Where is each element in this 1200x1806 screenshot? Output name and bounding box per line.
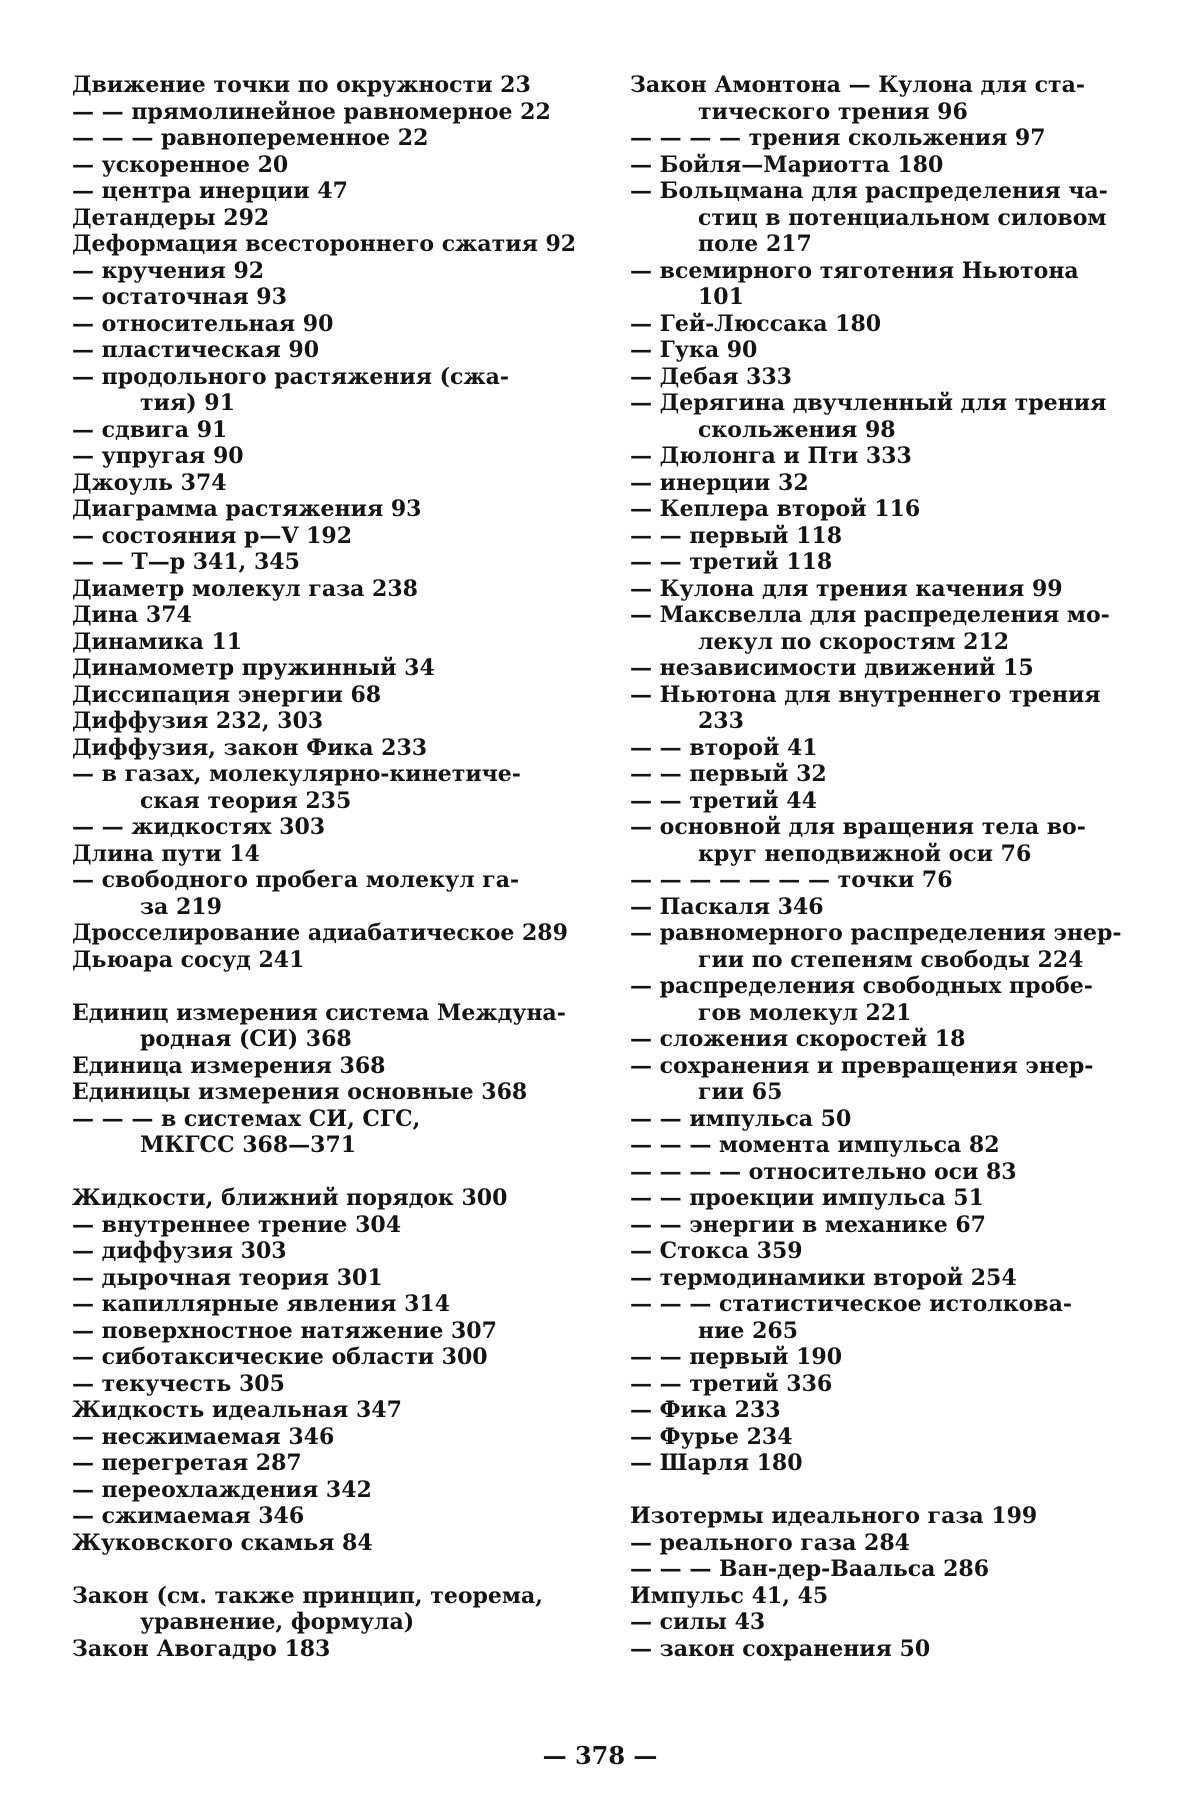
index-entry-text: — Гей-Люссака 180: [630, 310, 882, 337]
index-entry-text: — термодинамики второй 254: [630, 1264, 1017, 1291]
index-entry-text: — силы 43: [630, 1609, 766, 1635]
index-entry: [630, 1132, 1116, 1159]
index-entry-text: Диаметр молекул газа 238: [72, 575, 418, 602]
index-entry: [630, 1450, 1116, 1477]
index-entry: [72, 1053, 558, 1080]
index-entry: [630, 1424, 1116, 1451]
index-entry: [72, 1344, 558, 1371]
index-entry-text: — поверхностное натяжение 307: [72, 1317, 497, 1344]
index-entry-text: Дросселирование адиабатическое 289: [72, 920, 568, 946]
index-entry: [72, 231, 577, 258]
index-entry: [630, 1636, 1116, 1663]
index-entry: [630, 920, 1122, 973]
index-entry: [72, 311, 558, 338]
index-entry-text: — — второй 41: [630, 734, 818, 761]
index-entry-text: — сложения скоростей 18: [630, 1026, 966, 1052]
index-entry: [630, 1371, 1116, 1398]
index-entry-continuation: ская теория 235: [140, 787, 352, 814]
index-entry-text: — — — равнопеременное 22: [72, 125, 429, 151]
index-entry-text: — — — в системах СИ, СГС,: [72, 1105, 421, 1132]
index-entry: [72, 1371, 558, 1398]
index-entry-text: — основной для вращения тела во-: [630, 814, 1086, 840]
index-entry: [72, 443, 558, 470]
index-entry-text: — реального газа 284: [630, 1529, 910, 1556]
index-entry: [630, 1185, 1116, 1212]
index-entry: [72, 947, 558, 974]
index-entry-text: Закон Авогадро 183: [72, 1635, 331, 1662]
index-entry: [630, 125, 1116, 152]
index-entry: [72, 99, 558, 126]
index-entry-text: Импульс 41, 45: [630, 1582, 829, 1609]
index-entry-text: — независимости движений 15: [630, 655, 1034, 681]
index-entry-text: Закон Амонтона — Кулона для ста-: [630, 72, 1086, 98]
index-entry-text: — Фурье 234: [630, 1423, 793, 1450]
index-entry: [630, 1053, 1116, 1106]
index-entry: [72, 629, 558, 656]
index-entry-text: — Дебая 333: [630, 363, 792, 390]
index-entry: [630, 788, 1116, 815]
index-entry-text: — несжимаемая 346: [72, 1423, 335, 1450]
index-entry-text: — относительная 90: [72, 310, 334, 337]
index-entry: [72, 708, 558, 735]
index-entry: [72, 1636, 558, 1663]
index-entry-text: Джоуль 374: [72, 469, 227, 496]
index-entry: [630, 72, 1116, 125]
index-entry: [630, 894, 1116, 921]
index-entry-continuation: гов молекул 221: [698, 999, 912, 1026]
index-entry: [630, 735, 1116, 762]
index-entry-text: — — третий 118: [630, 549, 833, 575]
index-entry-text: — — — Ван-дер-Ваальса 286: [630, 1556, 990, 1582]
index-entry: [630, 311, 1116, 338]
index-entry: [72, 337, 558, 364]
index-entry: [72, 523, 558, 550]
index-entry: [630, 1212, 1116, 1239]
index-entry-text: — — жидкостях 303: [72, 814, 326, 840]
index-entry-text: — в газах, молекулярно-кинетиче-: [72, 761, 521, 787]
index-entry: [630, 443, 1116, 470]
index-entry-continuation: стиц в потенциальном силовом: [698, 204, 1107, 231]
index-entry: [72, 549, 558, 576]
index-entry-text: Единиц измерения система Междуна-: [72, 999, 566, 1026]
index-entry-text: Изотермы идеального газа 199: [630, 1503, 1038, 1529]
index-entry: [630, 1397, 1116, 1424]
index-entry: [72, 1079, 558, 1106]
index-entry-text: Диффузия, закон Фика 233: [72, 734, 428, 761]
index-entry: [630, 682, 1116, 735]
index-entry: [630, 814, 1116, 867]
index-entry: [72, 1424, 558, 1451]
index-entry-text: — — импульса 50: [630, 1105, 852, 1132]
index-entry-text: — Паскаля 346: [630, 893, 824, 920]
index-entry: [72, 125, 558, 152]
index-entry: [72, 735, 558, 762]
index-entry-text: — сиботаксические области 300: [72, 1344, 488, 1370]
index-entry-text: — — T—p 341, 345: [72, 549, 300, 575]
index-entry-text: — Дерягина двучленный для трения: [630, 390, 1107, 416]
index-entry-text: — ускоренное 20: [72, 151, 289, 178]
index-entry-text: — Максвелла для распределения мо-: [630, 602, 1110, 628]
index-entry: [72, 841, 558, 868]
index-entry: [630, 1265, 1116, 1292]
index-entry: [72, 205, 558, 232]
index-entry: [630, 576, 1116, 603]
index-entry: [630, 152, 1116, 179]
index-entry-text: — Фика 233: [630, 1397, 781, 1423]
index-entry-text: — Бойля—Мариотта 180: [630, 151, 944, 178]
index-entry-text: — внутреннее трение 304: [72, 1211, 402, 1238]
index-entry-text: Динамометр пружинный 34: [72, 655, 435, 681]
index-entry: [72, 1397, 558, 1424]
index-entry-text: Движение точки по окружности 23: [72, 72, 531, 98]
index-entry-text: — распределения свободных пробе-: [630, 973, 1093, 999]
index-entry: [72, 602, 558, 629]
index-entry: [72, 1291, 558, 1318]
index-entry-text: — дырочная теория 301: [72, 1264, 383, 1291]
index-entry: [630, 867, 1116, 894]
index-entry: [72, 364, 558, 417]
index-entry: [630, 1556, 1116, 1583]
index-entry: [72, 1477, 558, 1504]
index-entry: [72, 867, 558, 920]
index-entry-text: — Стокса 359: [630, 1238, 803, 1264]
index-entry-text: — всемирного тяготения Ньютона: [630, 257, 1079, 284]
index-entry: [630, 523, 1116, 550]
index-entry: [630, 549, 1116, 576]
index-entry-text: — инерции 32: [630, 469, 809, 496]
index-entry: [72, 152, 558, 179]
index-entry: [630, 364, 1116, 391]
index-entry-continuation: МКГСС 368—371: [140, 1132, 357, 1158]
index-entry: [630, 470, 1116, 497]
index-entry-text: Диссипация энергии 68: [72, 681, 382, 708]
index-entry: [630, 1344, 1116, 1371]
index-entry-text: — — прямолинейное равномерное 22: [72, 98, 551, 125]
index-entry: [72, 814, 558, 841]
index-entry-text: Единицы измерения основные 368: [72, 1079, 528, 1105]
index-entry: [630, 602, 1116, 655]
index-entry: [630, 1159, 1116, 1186]
index-entry-text: — Кулона для трения качения 99: [630, 575, 1063, 602]
index-entry-text: — — первый 190: [630, 1344, 843, 1370]
index-entry-continuation: тического трения 96: [698, 98, 968, 125]
index-entry-continuation: ние 265: [698, 1317, 798, 1344]
index-entry: [630, 1503, 1116, 1530]
index-entry-continuation: родная (СИ) 368: [140, 1026, 352, 1052]
index-entry-text: — состояния p—V 192: [72, 522, 353, 549]
index-entry-text: — — — — трения скольжения 97: [630, 125, 1046, 151]
index-entry-text: — — — статистическое истолкова-: [630, 1291, 1073, 1317]
index-entry: [630, 1583, 1116, 1610]
index-entry: [72, 178, 558, 205]
index-entry-text: — закон сохранения 50: [630, 1635, 931, 1662]
index-entry: [72, 417, 558, 444]
index-entry-continuation: за 219: [140, 893, 222, 920]
index-entry-text: Закон (см. также принцип, теорема,: [72, 1582, 543, 1609]
index-entry-text: — сдвига 91: [72, 416, 228, 443]
index-entry-text: Деформация всестороннего сжатия 92: [72, 231, 577, 257]
index-entry-text: — Ньютона для внутреннего трения: [630, 681, 1101, 708]
index-entry: [72, 1450, 558, 1477]
index-entry-text: Длина пути 14: [72, 840, 260, 867]
index-entry-continuation: 233: [698, 708, 744, 734]
index-entry-text: — сжимаемая 346: [72, 1503, 305, 1529]
index-entry-continuation: круг неподвижной оси 76: [698, 840, 1032, 867]
index-entry: [72, 496, 558, 523]
index-entry-text: Детандеры 292: [72, 204, 270, 231]
index-entry-text: — свободного пробега молекул га-: [72, 867, 520, 893]
index-entry-text: — Больцмана для распределения ча-: [630, 178, 1108, 204]
index-entry: [630, 1609, 1116, 1636]
index-entry-text: — текучесть 305: [72, 1370, 285, 1397]
index-entry: [630, 761, 1116, 788]
index-entry-text: Диффузия 232, 303: [72, 708, 324, 734]
index-entry-continuation: тия) 91: [140, 390, 235, 416]
index-entry: [72, 999, 566, 1053]
index-entry-text: — переохлаждения 342: [72, 1476, 372, 1503]
index-entry-text: — Шарля 180: [630, 1450, 803, 1476]
index-entry-text: — центра инерции 47: [72, 178, 348, 204]
index-entry-text: — остаточная 93: [72, 284, 287, 310]
index-entry-continuation: лекул по скоростям 212: [698, 628, 1010, 655]
index-entry: [630, 337, 1116, 364]
index-entry: [630, 1238, 1116, 1265]
index-entry-text: — — первый 32: [630, 761, 827, 787]
index-entry: [630, 973, 1116, 1026]
index-entry-text: — продольного растяжения (сжа-: [72, 363, 510, 390]
index-entry-text: — Дюлонга и Пти 333: [630, 443, 912, 469]
index-entry: [72, 1530, 558, 1557]
index-entry-text: — — — — — — — точки 76: [630, 867, 953, 893]
index-entry: [72, 284, 558, 311]
index-entry: [72, 1318, 558, 1345]
index-entry-text: — — третий 44: [630, 787, 817, 814]
index-entry-text: — — энергии в механике 67: [630, 1211, 986, 1238]
index-entry-text: Дьюара сосуд 241: [72, 946, 305, 973]
index-entry: [72, 682, 558, 709]
index-entry: [72, 920, 568, 947]
index-entry-text: — кручения 92: [72, 257, 265, 284]
index-entry: [72, 1503, 558, 1530]
index-entry-text: Жидкости, ближний порядок 300: [72, 1185, 508, 1211]
index-entry: [72, 1106, 558, 1159]
index-entry-continuation: поле 217: [698, 231, 812, 257]
index-entry-continuation: гии по степеням свободы 224: [698, 946, 1084, 973]
index-entry-text: — Кеплера второй 116: [630, 496, 921, 522]
index-entry-text: — — третий 336: [630, 1370, 833, 1397]
index-entry: [630, 390, 1116, 443]
index-entry-text: Дина 374: [72, 602, 192, 628]
index-entry-text: — — — — относительно оси 83: [630, 1158, 1017, 1185]
index-entry: [630, 1291, 1116, 1344]
index-entry-text: — — первый 118: [630, 522, 843, 549]
index-entry: [630, 178, 1116, 231]
index-column-right: [630, 72, 1122, 1662]
index-entry: [630, 655, 1116, 682]
index-entry-text: — сохранения и превращения энер-: [630, 1052, 1094, 1079]
index-entry: [630, 231, 1116, 258]
index-entry-text: — — проекции импульса 51: [630, 1185, 984, 1211]
index-entry: [72, 1583, 558, 1636]
index-entry: [72, 1238, 558, 1265]
index-entry: [630, 1026, 1116, 1053]
index-entry: [72, 72, 558, 99]
index-entry-continuation: скольжения 98: [698, 416, 896, 443]
index-entry-text: — капиллярные явления 314: [72, 1291, 450, 1317]
index-entry-text: Жидкость идеальная 347: [72, 1397, 402, 1423]
index-entry: [630, 1106, 1116, 1133]
index-entry-text: Жуковского скамья 84: [72, 1529, 373, 1556]
index-entry-text: — равномерного распределения энер-: [630, 920, 1122, 946]
index-entry-text: — упругая 90: [72, 443, 244, 469]
index-entry-continuation: 101: [698, 284, 744, 310]
index-entry: [630, 258, 1116, 311]
index-entry-text: — Гука 90: [630, 337, 758, 363]
index-entry-text: Диаграмма растяжения 93: [72, 496, 422, 522]
index-entry-text: — — — момента импульса 82: [630, 1132, 1000, 1158]
index-entry-text: — перегретая 287: [72, 1450, 302, 1476]
index-entry-text: — диффузия 303: [72, 1238, 287, 1264]
page-number: — 378 —: [542, 1741, 658, 1770]
index-entry: [72, 576, 558, 603]
index-entry-text: Динамика 11: [72, 628, 243, 655]
index-entry-text: Единица измерения 368: [72, 1052, 386, 1079]
index-entry: [72, 258, 558, 285]
index-column-left: [72, 72, 577, 1662]
index-entry: [72, 761, 558, 814]
index-entry: [72, 470, 558, 497]
index-entry-text: — пластическая 90: [72, 337, 320, 363]
index-entry-continuation: уравнение, формула): [140, 1609, 415, 1635]
index-entry: [72, 1185, 558, 1212]
index-entry: [72, 655, 558, 682]
index-entry: [630, 1530, 1116, 1557]
index-entry: [72, 1265, 558, 1292]
index-entry: [72, 1212, 558, 1239]
index-entry-continuation: гии 65: [698, 1079, 783, 1105]
index-entry: [630, 496, 1116, 523]
